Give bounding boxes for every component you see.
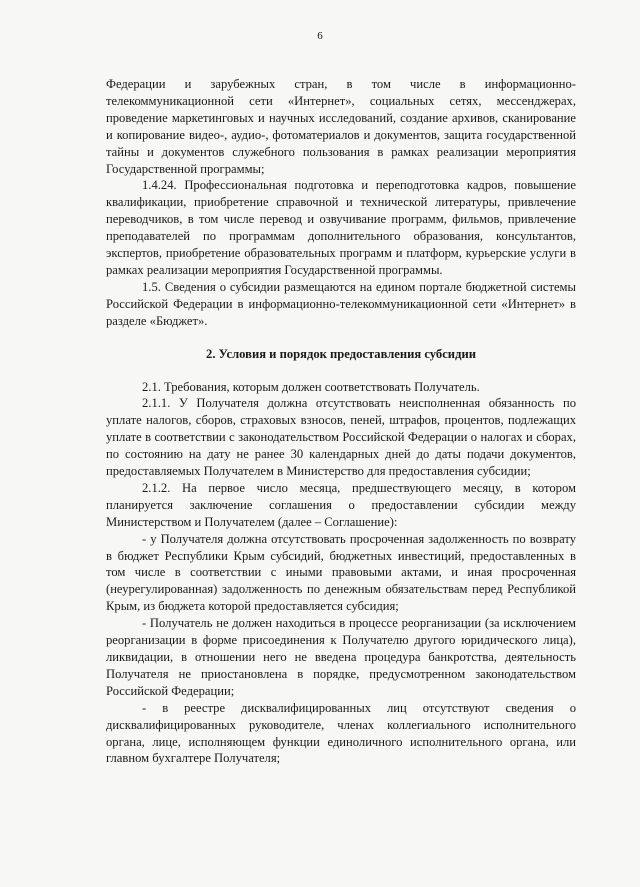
list-item-reorganization: - Получатель не должен находиться в процессе реорганизации (за исключением реорганизации в форме присоединения к Получателю другого юридического лица), ликвидации, в отношении него не введена процедура банкротства, деятельность Получателя не приостановлена в порядке, предусмотренном законодательством Российской Федерации;: [106, 616, 576, 698]
paragraph-1-4-24: 1.4.24. Профессиональная подготовка и переподготовка кадров, повышение квалификации, приобретение справочной и технической литературы, привлечение переводчиков, в том числе перевод и озвучивание программ, фильмов, привлечение преподавателей по программам дополнительного образования, консультантов, экспертов, приобретение образовательных программ и платформ, курьерские услуги в рамках реализации мероприятия Государственной программы.: [106, 178, 576, 277]
list-item-overdue-debt: - у Получателя должна отсутствовать просроченная задолженность по возврату в бюджет Республики Крым субсидий, бюджетных инвестиций, предоставленных в том числе в соответствии с иными правовыми актами, и иная просроченная (неурегулированная) задолженность по денежным обязательствам перед Республикой Крым, из бюджета которой предоставляется субсидия;: [106, 531, 576, 614]
section-heading: 2. Условия и порядок предоставления субсидии: [206, 346, 476, 361]
paragraph-1-5: 1.5. Сведения о субсидии размещаются на едином портале бюджетной системы Российской Федерации в информационно-телекоммуникационной сети «Интернет» в разделе «Бюджет».: [106, 279, 576, 328]
page-number: 6: [317, 30, 323, 42]
paragraph-2-1-1: 2.1.1. У Получателя должна отсутствовать неисполненная обязанность по уплате налогов, сборов, страховых взносов, пеней, штрафов, процентов, подлежащих уплате в соответствии с законодательством Российской Федерации о налогах и сборах, по состоянию на дату не ранее 30 календарных дней до даты подачи документов, предоставляемых Получателем в Министерство для предоставления субсидии;: [106, 396, 576, 479]
paragraph-2-1-2: 2.1.2. На первое число месяца, предшествующего месяцу, в котором планируется заключение соглашения о предоставлении субсидии между Министерством и Получателем (далее – Соглашение):: [106, 480, 576, 529]
document-body: [106, 76, 576, 767]
paragraph-2-1: 2.1. Требования, которым должен соответствовать Получатель.: [142, 379, 480, 394]
paragraph-continuation: Федерации и зарубежных стран, в том числе в информационно-телекоммуникационной сети «Интернет», социальных сетях, мессенджерах, проведение маркетинговых и научных исследований, создание архивов, сканирование и копирование видео-, аудио-, фотоматериалов и документов, защита государственной тайны и документов служебного пользования в рамках реализации мероприятия Государственной программы;: [106, 77, 576, 176]
list-item-disqualified-registry: - в реестре дисквалифицированных лиц отсутствуют сведения о дисквалифицированных руководителе, членах коллегиального исполнительного органа, лице, исполняющем функции единоличного исполнительного органа, или главном бухгалтере Получателя;: [106, 700, 576, 766]
